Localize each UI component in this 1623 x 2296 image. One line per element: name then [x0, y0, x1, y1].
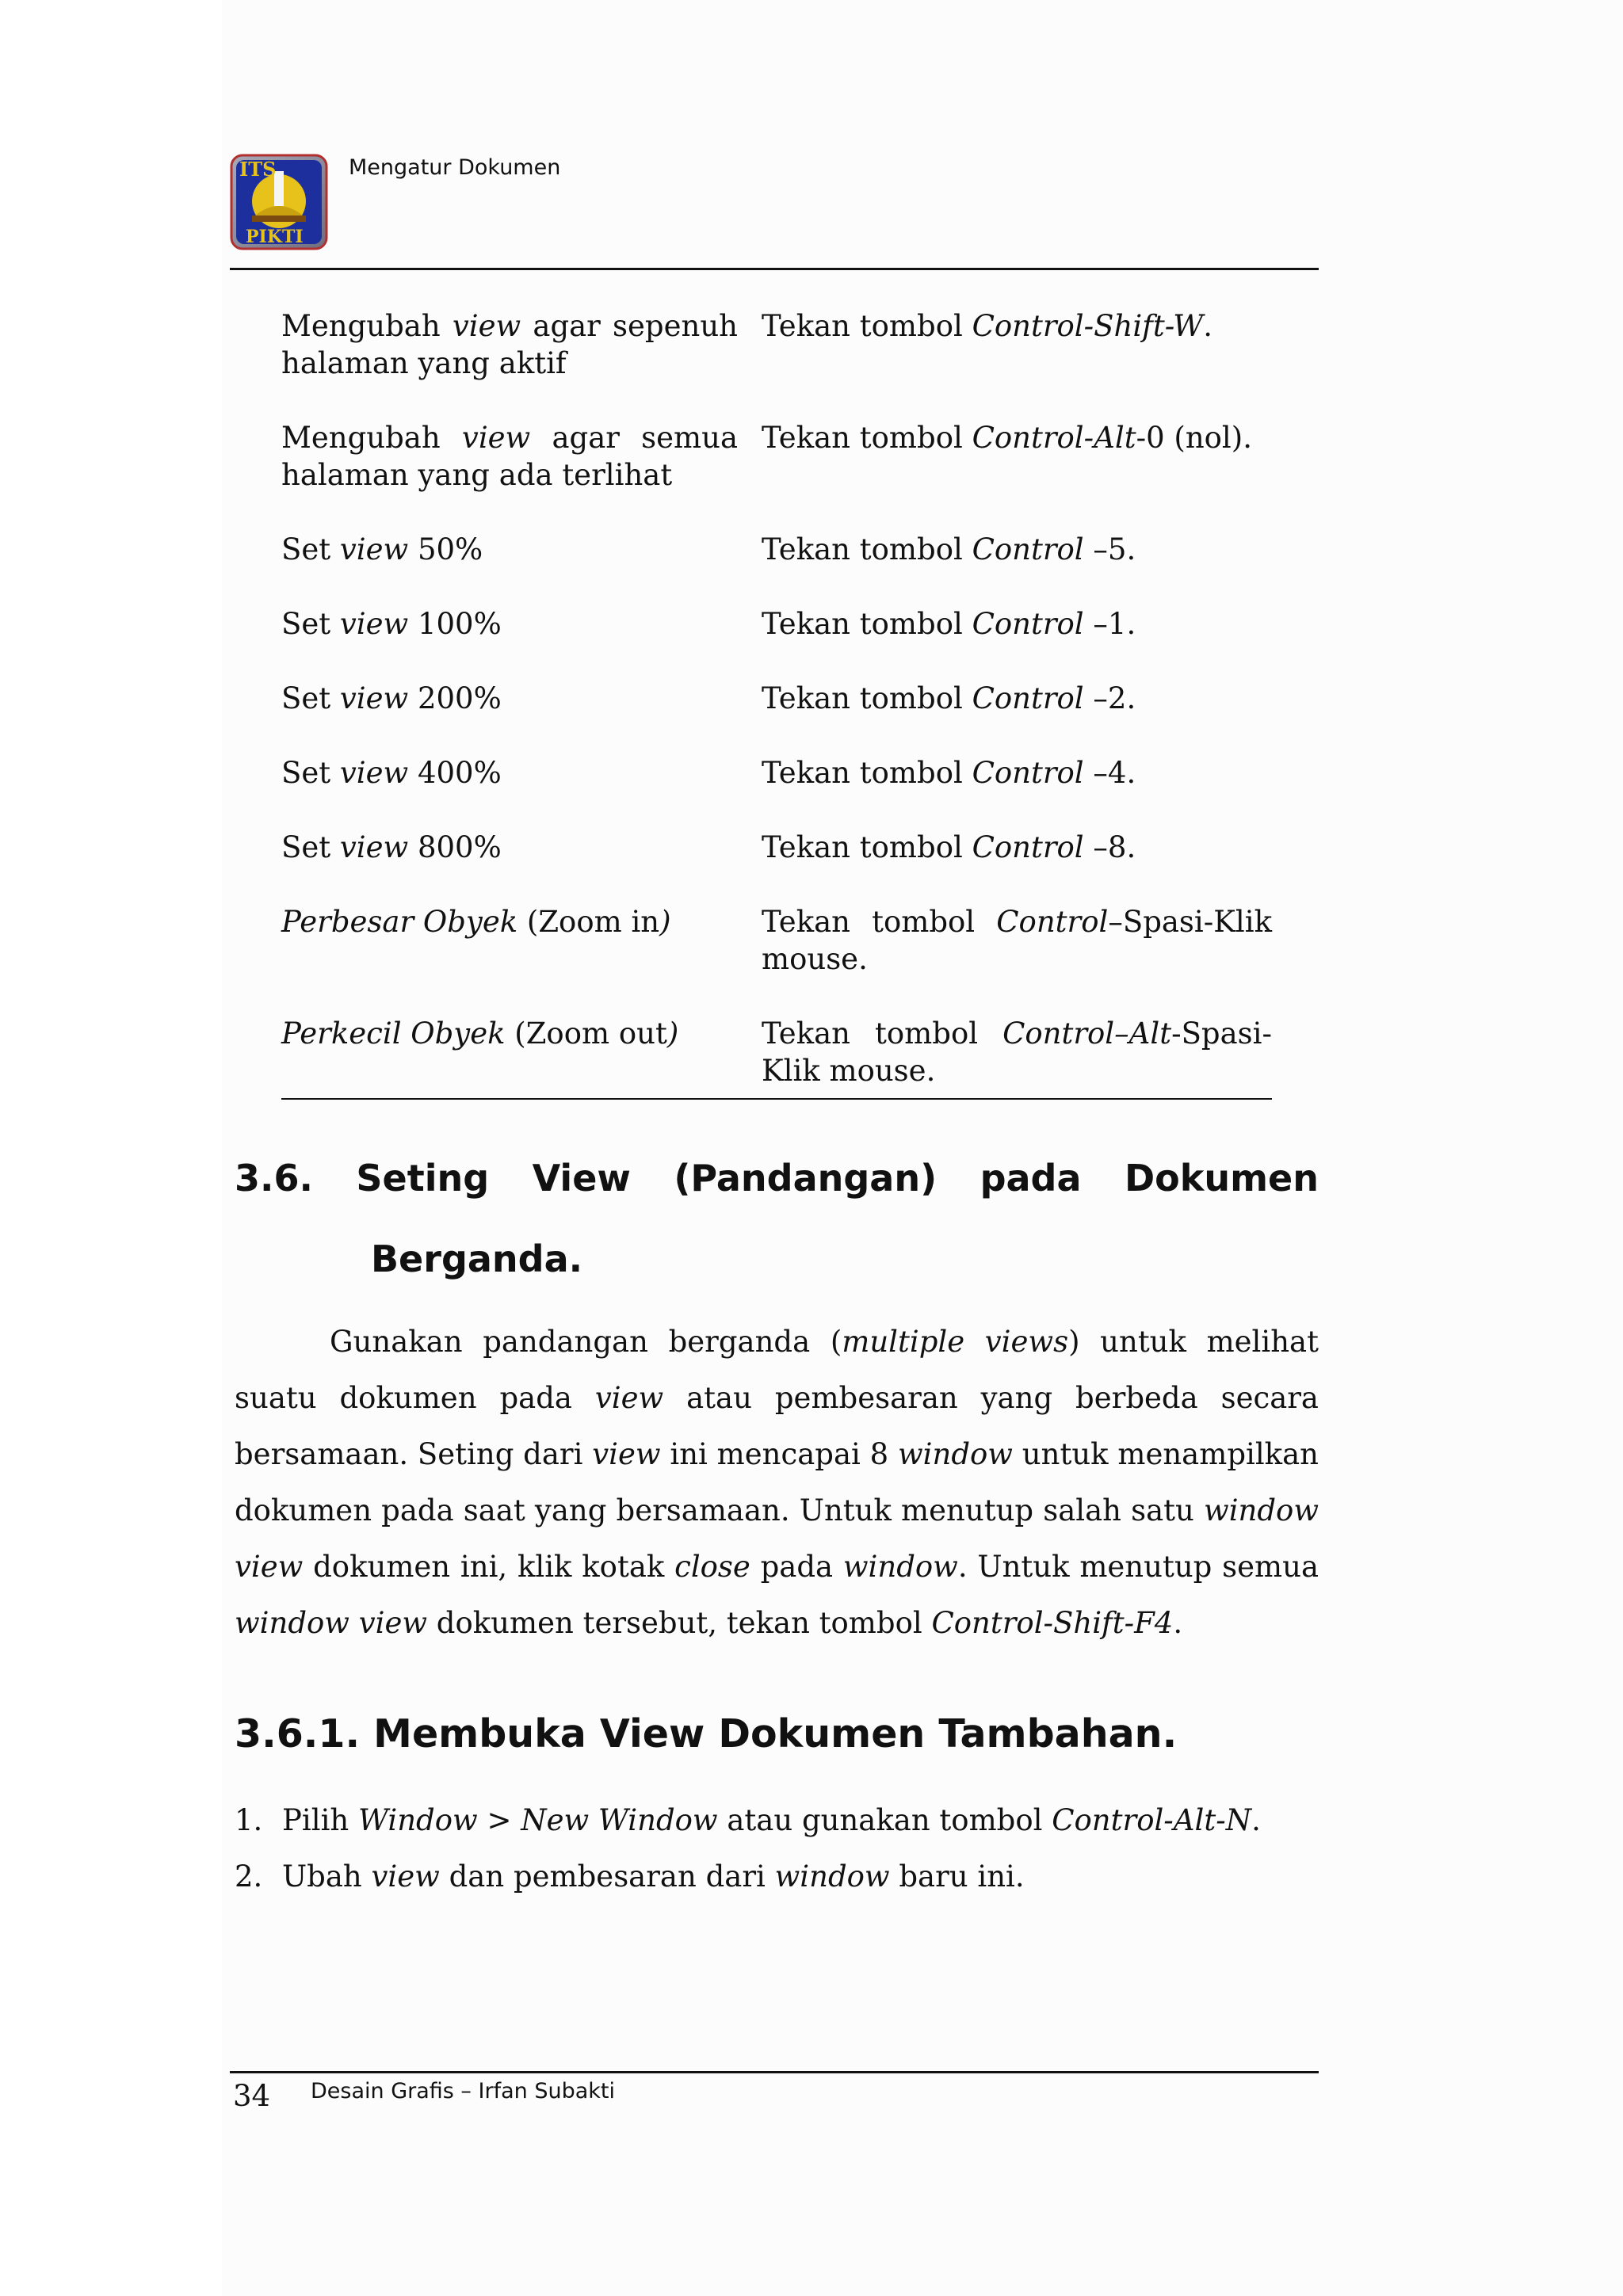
table-row [281, 307, 1272, 419]
text-run: ) [659, 905, 671, 939]
row-shortcut [747, 829, 1272, 903]
table-row [281, 754, 1272, 829]
text-run: Tekan tombol [762, 905, 997, 939]
list-text [282, 1792, 1261, 1848]
text-run: view [594, 1381, 664, 1415]
text-run: -Spasi-Klik mouse. [762, 1016, 1272, 1088]
text-run: Pilih [282, 1803, 358, 1837]
text-run: Window [358, 1803, 478, 1837]
text-run: Control-Shift-W [972, 309, 1204, 343]
text-run: Tekan tombol [762, 532, 972, 566]
text-run: window [898, 1437, 1013, 1471]
text-run: Control–Alt [1002, 1016, 1172, 1051]
text-run: view [452, 309, 521, 343]
its-pikti-logo [228, 149, 330, 254]
row-description [281, 903, 747, 1015]
text-run: 50% [408, 532, 483, 566]
table-row [281, 419, 1272, 531]
section-title-word: Dokumen [1124, 1157, 1319, 1199]
text-run: agar semua halaman yang ada terlihat [281, 421, 739, 492]
text-run: Tekan tombol [762, 1016, 1003, 1051]
text-run: 800% [408, 830, 502, 864]
text-run: 100% [408, 607, 502, 641]
text-run: Perkecil Obyek [281, 1016, 506, 1051]
text-run: -0 (nol). [1136, 421, 1252, 455]
svg-text:ITS: ITS [239, 158, 277, 181]
text-run: Control-Alt [972, 421, 1136, 455]
table-row [281, 531, 1272, 605]
text-run: –8. [1083, 830, 1136, 864]
text-run: –2. [1083, 681, 1136, 715]
text-run: ini mencapai 8 [660, 1437, 899, 1471]
text-run: . [1203, 309, 1212, 343]
text-run: close [674, 1550, 750, 1584]
text-run: Mengubah [281, 421, 462, 455]
text-run: (Zoom out [505, 1016, 667, 1051]
footer-rule [230, 2071, 1319, 2073]
table-row [281, 680, 1272, 754]
text-run: Ubah [282, 1859, 372, 1894]
text-run: Set [281, 756, 340, 790]
text-run: –4. [1083, 756, 1136, 790]
row-shortcut [747, 903, 1272, 1015]
row-shortcut [747, 605, 1272, 680]
text-run: ) [666, 1016, 679, 1051]
text-run: Gunakan pandangan berganda ( [330, 1325, 842, 1359]
running-footer-title: Desain Grafis – Irfan Subakti [311, 2079, 615, 2103]
page-number: 34 [233, 2079, 271, 2113]
text-run: Set [281, 681, 340, 715]
section-title-word: View [532, 1157, 631, 1199]
row-shortcut [747, 754, 1272, 829]
text-run: Control [972, 607, 1084, 641]
text-run: multiple views [842, 1325, 1069, 1359]
text-run: Set [281, 532, 340, 566]
text-run: Mengubah [281, 309, 453, 343]
text-run: view [461, 421, 531, 455]
table-row [281, 829, 1272, 903]
text-run: view [339, 532, 409, 566]
text-run: Control [972, 681, 1084, 715]
row-shortcut [747, 419, 1272, 531]
text-run: baru ini. [889, 1859, 1025, 1894]
list-number: 2. [235, 1859, 263, 1894]
row-description [281, 307, 747, 419]
text-run: window [842, 1550, 958, 1584]
row-shortcut [747, 531, 1272, 605]
text-run: dan pembesaran dari [439, 1859, 775, 1894]
text-run: view [339, 830, 409, 864]
list-text [282, 1848, 1025, 1905]
text-run: Tekan tombol [762, 830, 972, 864]
list-number: 1. [235, 1803, 263, 1837]
text-run: ) untuk melihat suatu dokumen pada [235, 1325, 1319, 1415]
text-run: view [371, 1859, 440, 1894]
text-run: Control [996, 905, 1109, 939]
list-item [235, 1848, 1319, 1905]
subsection-heading: 3.6.1. Membuka View Dokumen Tambahan. [235, 1711, 1178, 1756]
body-paragraph [235, 1314, 1319, 1651]
text-run: Perbesar Obyek [281, 905, 518, 939]
header-rule [230, 268, 1319, 270]
text-run: dokumen tersebut, tekan tombol [427, 1606, 932, 1640]
text-run: untuk menampilkan dokumen pada saat yang bersamaan. Untuk menutup salah satu [235, 1437, 1319, 1527]
text-run: Control-Shift-F4 [931, 1606, 1174, 1640]
row-description [281, 419, 747, 531]
shortcut-table [281, 307, 1272, 1089]
row-shortcut [747, 680, 1272, 754]
text-run: . Untuk menutup semua [957, 1550, 1319, 1584]
table-row [281, 1015, 1272, 1089]
table-bottom-rule [281, 1098, 1272, 1100]
text-run: window [774, 1859, 890, 1894]
text-run: view [592, 1437, 661, 1471]
text-run: window view [235, 1606, 428, 1640]
text-run: window view [235, 1493, 1319, 1584]
text-run: New Window [521, 1803, 718, 1837]
text-run: Tekan tombol [762, 756, 972, 790]
text-run: Tekan tombol [762, 607, 972, 641]
text-run: Control-Alt-N [1052, 1803, 1252, 1837]
text-run: Control [972, 756, 1084, 790]
section-title-word: (Pandangan) [674, 1157, 938, 1199]
section-number: 3.6. [235, 1157, 313, 1199]
text-run: Set [281, 607, 340, 641]
text-run: Set [281, 830, 340, 864]
section-title-word: Seting [356, 1157, 490, 1199]
text-run: –1. [1083, 607, 1136, 641]
text-run: Tekan tombol [762, 309, 972, 343]
text-run: pada [750, 1550, 843, 1584]
text-run: Tekan tombol [762, 421, 972, 455]
row-description [281, 829, 747, 903]
row-description [281, 680, 747, 754]
text-run: atau pembesaran yang berbeda secara bersamaan. Seting dari [235, 1381, 1319, 1471]
text-run: dokumen ini, klik kotak [303, 1550, 675, 1584]
text-run: Control [972, 532, 1084, 566]
text-run: . [1173, 1606, 1183, 1640]
text-run: Control [972, 830, 1084, 864]
text-run: > [477, 1803, 521, 1837]
section-title-word: pada [980, 1157, 1082, 1199]
text-run: view [339, 607, 409, 641]
row-description [281, 1015, 747, 1089]
text-run: 400% [408, 756, 502, 790]
text-run: 200% [408, 681, 502, 715]
svg-text:PIKTI: PIKTI [246, 227, 304, 247]
row-shortcut [747, 307, 1272, 419]
text-run: Tekan tombol [762, 681, 972, 715]
row-description [281, 531, 747, 605]
text-run: view [339, 681, 409, 715]
text-run: –5. [1083, 532, 1136, 566]
text-run: atau gunakan tombol [717, 1803, 1052, 1837]
text-run: . [1251, 1803, 1261, 1837]
row-shortcut [747, 1015, 1272, 1089]
text-run: view [339, 756, 409, 790]
section-title-line2: Berganda. [371, 1238, 583, 1280]
table-row [281, 605, 1272, 680]
text-run: (Zoom in [517, 905, 660, 939]
steps-list [235, 1792, 1319, 1905]
text-run: agar sepenuh halaman yang aktif [281, 309, 739, 380]
row-description [281, 754, 747, 829]
text-run: –Spasi-Klik mouse. [762, 905, 1272, 976]
running-header-title: Mengatur Dokumen [349, 155, 561, 180]
row-description [281, 605, 747, 680]
section-heading [235, 1157, 1319, 1280]
table-row [281, 903, 1272, 1015]
list-item [235, 1792, 1319, 1848]
